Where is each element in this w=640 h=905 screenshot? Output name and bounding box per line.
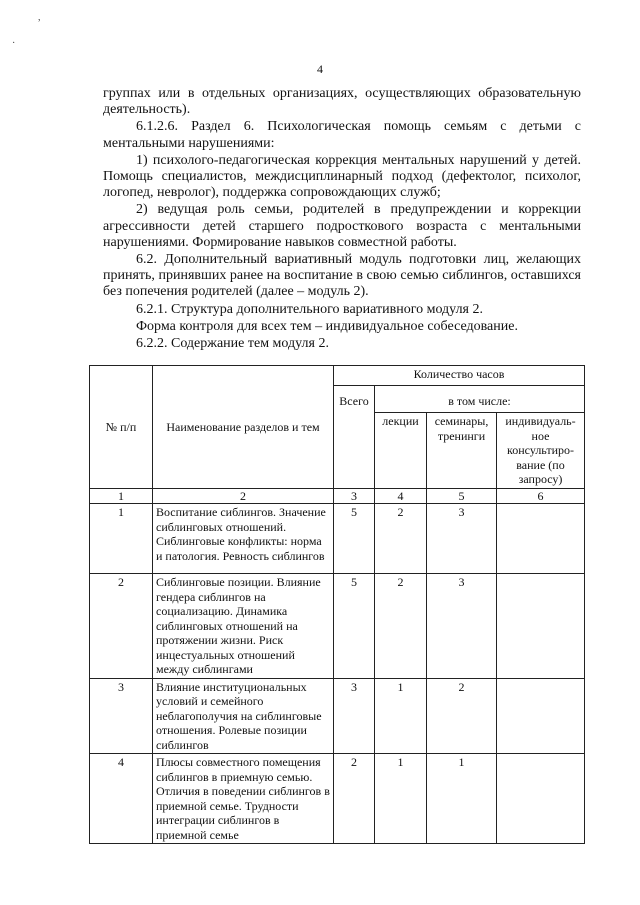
header-seminars: семинары, тренинги [427,413,497,489]
paragraph: 6.2. Дополнительный вариативный модуль подготовки лиц, желающих принять, принявших ранее на воспитание в свою семью сиблингов, оставшихся без попечения родителей (далее – модуль 2). [103,252,581,300]
paragraph: 6.2.2. Содержание тем модуля 2. [136,336,329,352]
scan-speck: · [12,38,16,49]
row-name: Сиблинговые позиции. Влияние гендера сиблингов на социализацию. Динамика сиблинговых отношений на протяжении жизни. Риск инцестуальных отношений между сиблингами [153,574,334,679]
row-individual [497,754,585,844]
header-including: в том числе: [375,386,585,413]
header-num: № п/п [90,366,153,489]
table-row [90,678,585,754]
row-individual [497,678,585,754]
col-number: 1 [90,488,153,504]
row-seminars: 2 [427,678,497,754]
table-row [90,574,585,679]
row-seminars: 1 [427,754,497,844]
paragraph: Форма контроля для всех тем – индивидуальное собеседование. [136,318,518,334]
col-number: 3 [334,488,375,504]
col-number: 5 [427,488,497,504]
header-lectures: лекции [375,413,427,489]
table-row [90,754,585,844]
header-name: Наименование разделов и тем [153,366,334,489]
body-text [103,86,581,353]
row-total: 5 [334,574,375,679]
row-total: 2 [334,754,375,844]
row-lectures: 2 [375,574,427,679]
header-total: Всего [334,386,375,489]
row-num: 4 [90,754,153,844]
scan-speck: , [38,12,41,23]
row-name: Воспитание сиблингов. Значение сиблинговых отношений. Сиблинговые конфликты: норма и патология. Ревность сиблингов [153,504,334,574]
row-individual [497,504,585,574]
row-total: 5 [334,504,375,574]
row-num: 1 [90,504,153,574]
row-lectures: 2 [375,504,427,574]
row-lectures: 1 [375,754,427,844]
module-2-table [89,365,585,844]
row-num: 3 [90,678,153,754]
col-number: 2 [153,488,334,504]
row-name: Влияние институциональных условий и семейного неблагополучия на сиблинговые отношения. Ролевые позиции сиблингов [153,678,334,754]
paragraph: 1) психолого-педагогическая коррекция ментальных нарушений у детей. Помощь специалистов, междисциплинарный подход (дефектолог, психолог, логопед, невролог), поддержка сопровождающих служб; [103,152,581,201]
row-seminars: 3 [427,504,497,574]
paragraph: 6.1.2.6. Раздел 6. Психологическая помощь семьям с детьми с ментальными нарушениями: [103,119,581,151]
paragraph: группах или в отдельных организациях, осуществляющих образовательную деятельность). [103,86,581,118]
row-name: Плюсы совместного помещения сиблингов в приемную семью. Отличия в поведении сиблингов в приемной семье. Трудности интеграции сиблингов в приемной семье [153,754,334,844]
paragraph: 6.2.1. Структура дополнительного вариативного модуля 2. [136,301,483,317]
table-row [90,504,585,574]
row-lectures: 1 [375,678,427,754]
row-individual [497,574,585,679]
col-number: 4 [375,488,427,504]
row-num: 2 [90,574,153,679]
row-seminars: 3 [427,574,497,679]
paragraph: 2) ведущая роль семьи, родителей в предупреждении и коррекции агрессивности детей старшего подросткового возраста с ментальными нарушениями. Формирование навыков совместной работы. [103,202,581,250]
header-individual: индивидуаль-ное консультиро-вание (по запросу) [497,413,585,489]
col-number: 6 [497,488,585,504]
page-number: 4 [317,62,323,76]
header-hours: Количество часов [334,366,585,386]
row-total: 3 [334,678,375,754]
